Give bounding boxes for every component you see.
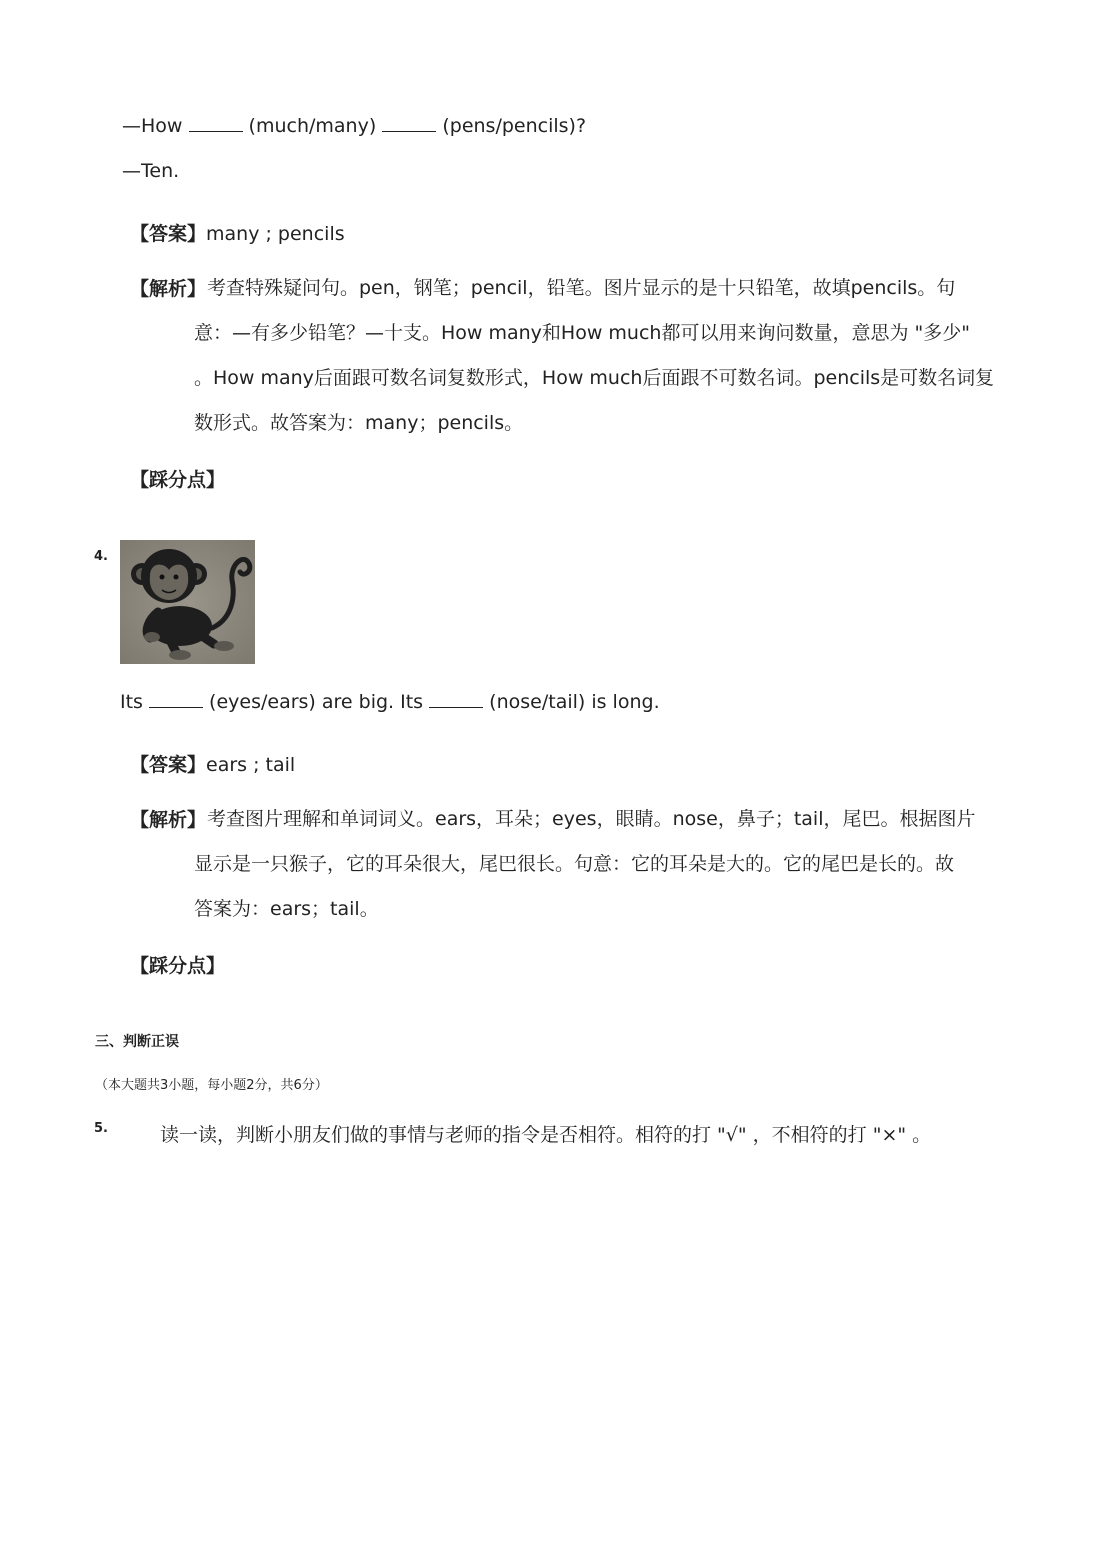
q3-answer-value: many ; pencils bbox=[206, 223, 345, 245]
q4-blank-1 bbox=[149, 707, 203, 708]
q4-analysis-line-2: 显示是一只猴子，它的耳朵很大，尾巴很长。句意：它的耳朵是大的。它的尾巴是长的。故 bbox=[194, 853, 955, 875]
monkey-image bbox=[120, 540, 255, 664]
q3-analysis-line-4: 数形式。故答案为：many；pencils。 bbox=[194, 412, 524, 434]
section-title: 三、判断正误 bbox=[95, 1034, 179, 1050]
q3-analysis-label: 【解析】 bbox=[130, 278, 207, 300]
q3-blank-2 bbox=[382, 131, 436, 132]
q4-analysis-line-3: 答案为：ears；tail。 bbox=[194, 898, 379, 920]
q5-text: 读一读，判断小朋友们做的事情与老师的指令是否相符。相符的打 "√" ，不相符的打 "×" 。 bbox=[160, 1124, 932, 1146]
q3-text-pens-pencils: (pens/pencils)? bbox=[442, 115, 587, 137]
q3-question-line1 bbox=[122, 114, 586, 138]
q4-analysis-line-1: 考查图片理解和单词词义。ears，耳朵；eyes，眼睛。nose，鼻子；tail，尾巴。根据图片 bbox=[207, 808, 976, 830]
q4-answer-label: 【答案】 bbox=[130, 754, 207, 776]
monkey-icon bbox=[120, 540, 255, 664]
q3-answer-label: 【答案】 bbox=[130, 223, 207, 245]
q3-blank-1 bbox=[189, 131, 243, 132]
q4-analysis bbox=[194, 797, 994, 932]
q3-points-label: 【踩分点】 bbox=[130, 469, 226, 491]
q4-answer-value: ears ; tail bbox=[206, 754, 296, 776]
q4-points-label: 【踩分点】 bbox=[130, 955, 226, 977]
q5-number: 5. bbox=[94, 1121, 108, 1136]
q4-analysis-label: 【解析】 bbox=[130, 809, 207, 831]
q4-text-its: Its bbox=[120, 691, 143, 713]
q3-analysis-line-3: 。How many后面跟可数名词复数形式，How much后面跟不可数名词。pencils是可数名词复 bbox=[194, 367, 995, 389]
q4-answer bbox=[130, 753, 295, 777]
q3-question-line2: —Ten. bbox=[122, 160, 180, 182]
q4-text-nose-tail: (nose/tail) is long. bbox=[489, 691, 660, 713]
q4-text-eyes-ears: (eyes/ears) are big. Its bbox=[209, 691, 424, 713]
q4-blank-2 bbox=[429, 707, 483, 708]
q4-question bbox=[120, 690, 660, 714]
q3-analysis bbox=[194, 266, 994, 446]
q3-analysis-line-1: 考查特殊疑问句。pen，钢笔；pencil，铅笔。图片显示的是十只铅笔，故填pencils。句 bbox=[207, 277, 956, 299]
q3-answer bbox=[130, 222, 345, 246]
q3-analysis-line-2: 意：—有多少铅笔？—十支。How many和How much都可以用来询问数量，意思为 "多少" bbox=[194, 322, 970, 344]
q3-text-how: —How bbox=[122, 115, 183, 137]
q3-text-much-many: (much/many) bbox=[248, 115, 377, 137]
q4-number: 4. bbox=[94, 549, 108, 564]
section-note: （本大题共3小题，每小题2分，共6分） bbox=[95, 1078, 328, 1093]
